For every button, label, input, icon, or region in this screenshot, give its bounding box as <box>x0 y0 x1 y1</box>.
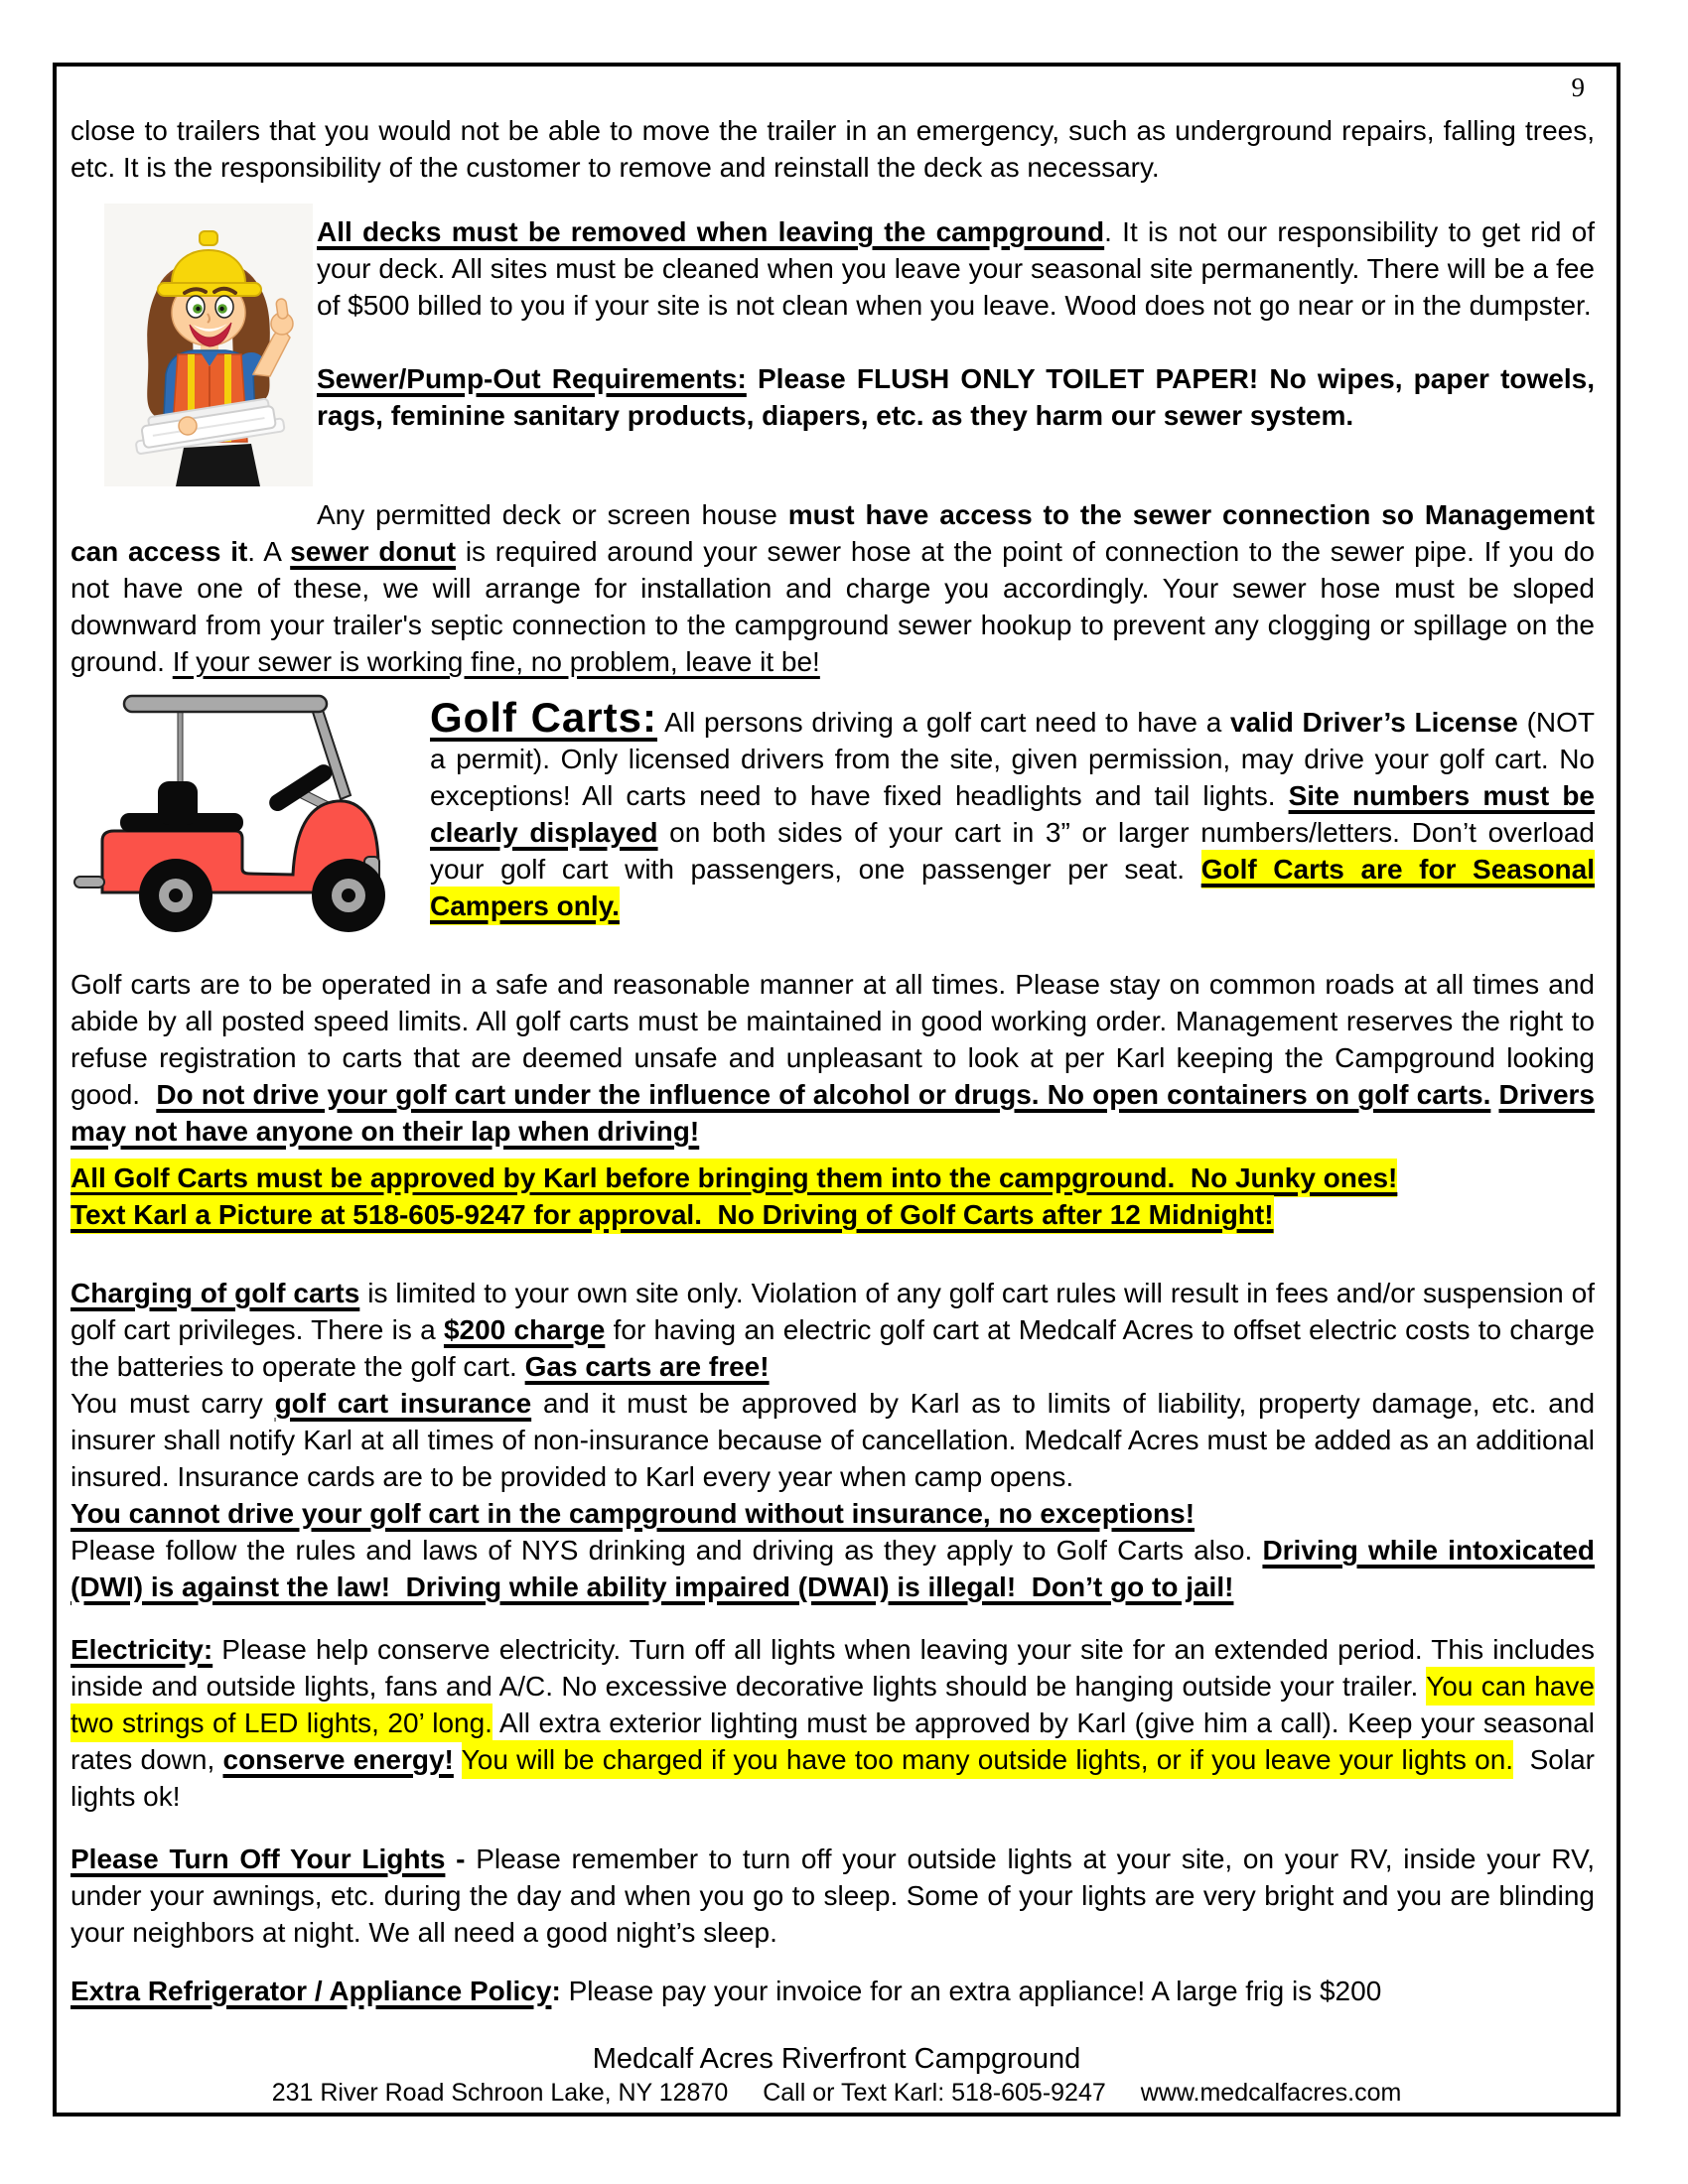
text-segment: You will be charged if you have too many outside lights, or if you leave your lights on. <box>462 1740 1513 1779</box>
text-segment: . A <box>247 536 291 567</box>
text-segment: Please Turn Off Your Lights <box>70 1843 446 1874</box>
text-segment: Golf carts are to be operated in a safe and reasonable manner at all times. Please stay on common roads at all times and abide by all posted speed limits. All golf carts must be maintained in good working order. Management reserves the right to refuse registration to carts that are deemed unsafe and unpleasant to look at per Karl keeping the Campground looking good. <box>70 969 1595 1110</box>
paragraph-cart-insurance <box>70 1385 1595 1495</box>
text-segment: . It is not our responsibility to get rid of your deck. All sites must be cleaned when you leave your seasonal site permanently. There will be a fee of $500 billed to you if your site is not clean when you leave. Wood does not go near or in the dumpster. <box>317 216 1596 321</box>
text-segment: Driving while intoxicated (DWI) is against the law! Driving while ability impaired (DWAI) is illegal! Don’t go to jail! <box>70 1535 1595 1602</box>
text-segment: : <box>551 1976 569 2006</box>
worker-illustration <box>104 204 313 486</box>
text-segment: Please help conserve electricity. Turn off all lights when leaving your site for an extended period. This includes inside and outside lights, fans and A/C. No excessive decorative lights should be hanging outside your trailer. <box>70 1634 1595 1702</box>
golf-cart-section-text <box>430 696 1595 924</box>
paragraph-turn-off-lights <box>70 1841 1595 1951</box>
text-segment: You must carry <box>70 1388 275 1419</box>
text-segment: Golf Carts are for Seasonal Campers only. <box>430 850 1595 925</box>
text-segment: Electricity: <box>70 1634 213 1665</box>
golf-cart-image <box>72 692 406 940</box>
text-segment: on both sides of your cart in 3” or larger numbers/letters. Don’t overload your golf cart with passengers, one passenger per seat. <box>430 817 1595 885</box>
text-segment: Extra Refrigerator / Appliance Policy <box>70 1976 552 2006</box>
text-segment: sewer donut <box>290 536 457 567</box>
paragraph-extra-refrigerator <box>70 1973 1595 2009</box>
text-segment: All Golf Carts must be approved by Karl before bringing them into the campground. No Junky ones! <box>70 1159 1397 1197</box>
text-segment: conserve energy! <box>222 1744 454 1775</box>
paragraph-intro <box>70 112 1595 186</box>
text-segment: All extra exterior lighting must be approved by Karl (give him a call). Keep your seasonal rates down, <box>70 1707 1595 1775</box>
construction-worker-image <box>104 204 313 486</box>
paragraph-no-insurance <box>70 1495 1595 1532</box>
text-segment <box>454 1744 462 1775</box>
footer-address: 231 River Road Schroon Lake, NY 12870 <box>271 2079 729 2107</box>
text-segment: You can have two strings of LED lights, 20’ long. <box>70 1667 1595 1742</box>
text-segment: Sewer/Pump-Out Requirements: <box>317 363 747 394</box>
paragraph-cart-charging <box>70 1275 1595 1385</box>
text-segment: valid Driver’s License <box>1230 707 1518 738</box>
text-segment: You cannot drive your golf cart in the campground without insurance, no exceptions! <box>70 1498 1196 1529</box>
text-segment: Drivers may not have anyone on their lap when driving! <box>70 1079 1595 1147</box>
footer-contact-line <box>57 2077 1617 2109</box>
text-segment: Please pay your invoice for an extra appliance! A large frig is $200 <box>568 1976 1382 2006</box>
paragraph-cart-operation <box>70 966 1595 1150</box>
golf-cart-section <box>70 692 1595 940</box>
page-number: 9 <box>1571 72 1585 102</box>
text-segment: close to trailers that you would not be able to move the trailer in an emergency, such as underground repairs, falling trees, etc. It is the responsibility of the customer to remove and reinstall the deck as necessary. <box>70 115 1595 183</box>
text-segment: golf cart insurance <box>274 1388 532 1419</box>
text-segment: must have access to the sewer connection so Management can access it <box>70 499 1595 567</box>
paragraph-cart-approval-highlight <box>70 1160 1595 1233</box>
footer-phone: Call or Text Karl: 518-605-9247 <box>763 2079 1106 2107</box>
text-segment: - <box>445 1843 477 1874</box>
text-segment: All decks must be removed when leaving the campground <box>317 216 1105 247</box>
text-segment: Text Karl a Picture at 518-605-9247 for approval. No Driving of Golf Carts after 12 Midnight! <box>70 1195 1274 1234</box>
text-segment: Golf Carts: <box>430 694 657 741</box>
text-segment: Please FLUSH ONLY TOILET PAPER! No wipes, paper towels, rags, feminine sanitary products, diapers, etc. as they harm our sewer system. <box>317 363 1596 431</box>
text-segment: is required around your sewer hose at the point of connection to the sewer pipe. If you do not have one of these, we will arrange for installation and charge you accordingly. Your sewer hose must be sloped downward from your trailer's septic connection to the campground sewer hookup to prevent any clogging or spillage on the ground. <box>70 536 1595 677</box>
text-segment: (NOT a permit). Only licensed drivers from the site, given permission, may drive your golf cart. No exceptions! All carts need to have fixed headlights and tail lights. <box>430 707 1596 811</box>
text-segment: If your sewer is working fine, no problem, leave it be! <box>172 646 820 677</box>
text-segment: Any permitted deck or screen house <box>317 499 788 530</box>
text-segment: $200 charge <box>443 1314 606 1345</box>
worker-section <box>70 204 1595 486</box>
paragraph-dwi <box>70 1532 1595 1605</box>
text-segment: Do not drive your golf cart under the influence of alcohol or drugs. No open containers on golf carts. <box>156 1079 1491 1110</box>
text-segment: All persons driving a golf cart need to have a <box>656 707 1230 738</box>
text-segment: Charging of golf carts <box>70 1278 360 1308</box>
text-segment: Please follow the rules and laws of NYS drinking and driving as they apply to Golf Carts also. <box>70 1535 1263 1566</box>
text-segment: and it must be approved by Karl as to limits of liability, property damage, etc. and insurer shall notify Karl at all times of non-insurance because of cancellation. Medcalf Acres must be added as an additional insured. Insurance cards are to be provided to Karl every year when camp opens. <box>70 1388 1596 1492</box>
paragraph-electricity <box>70 1631 1595 1815</box>
text-segment: for having an electric golf cart at Medcalf Acres to offset electric costs to charge the batteries to operate the golf cart. <box>70 1314 1595 1382</box>
text-segment: Solar lights ok! <box>70 1744 1595 1812</box>
text-segment: is limited to your own site only. Violation of any golf cart rules will result in fees and/or suspension of golf cart privileges. There is a <box>70 1278 1595 1345</box>
paragraph-golf-carts <box>430 696 1595 924</box>
text-segment: Please remember to turn off your outside lights at your site, on your RV, inside your RV, under your awnings, etc. during the day and when you go to sleep. Some of your lights are very bright and you are blinding your neighbors at night. We all need a good night’s sleep. <box>70 1843 1595 1948</box>
page-border <box>53 63 1620 2116</box>
footer-website: www.medcalfacres.com <box>1140 2079 1402 2107</box>
worker-section-text <box>317 204 1595 434</box>
text-segment: Gas carts are free! <box>524 1351 770 1382</box>
paragraph-sewer-requirements <box>317 360 1595 434</box>
paragraph-decks <box>317 213 1595 324</box>
text-segment: Site numbers must be clearly displayed <box>430 780 1595 848</box>
footer-campground-name: Medcalf Acres Riverfront Campground <box>592 2043 1081 2075</box>
paragraph-sewer-access <box>70 496 1595 680</box>
footer <box>57 2041 1617 2109</box>
golf-cart-illustration <box>72 692 406 940</box>
